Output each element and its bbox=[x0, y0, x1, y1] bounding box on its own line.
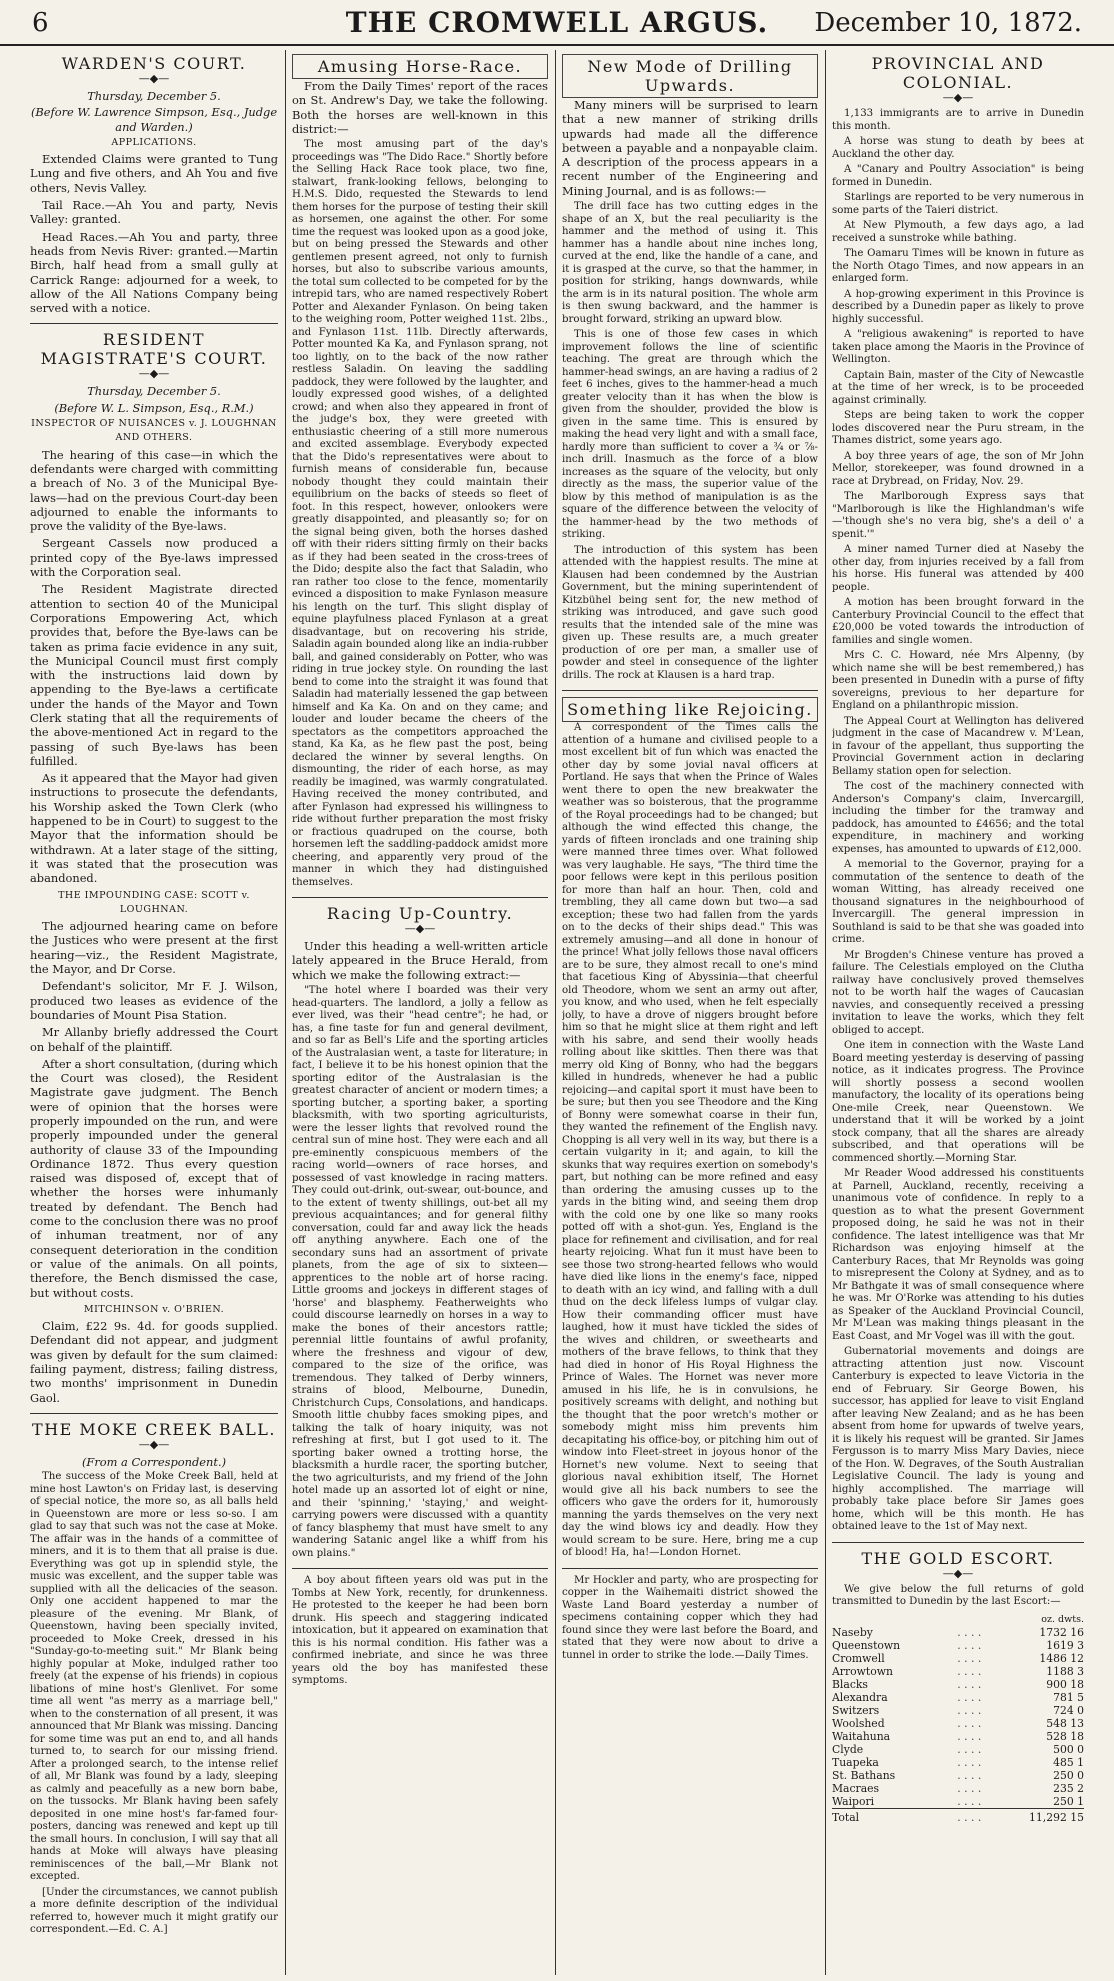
leader-dots: . . . . bbox=[957, 1664, 982, 1678]
list-item: The Oamaru Times will be known in future as the North Otago Times, and now appears in an enlarged form. bbox=[832, 248, 1084, 284]
escort-place: Woolshed bbox=[832, 1716, 885, 1730]
section-label: APPLICATIONS. bbox=[111, 136, 197, 148]
article-separator bbox=[832, 1542, 1084, 1543]
escort-value: 900 18 bbox=[1046, 1677, 1084, 1691]
article-before: (Before W. L. Simpson, Esq., R.M.) bbox=[54, 400, 254, 415]
ornament-divider: —◆— bbox=[138, 367, 170, 381]
ornament-divider: —◆— bbox=[138, 1437, 170, 1451]
paragraph: Head Races.—Ah You and party, three heads from Nevis River: granted.—Martin Birch, half head from a small gully at Carrick Range: adjourned for a week, to allow of the All Nations Company being served with a notice. bbox=[30, 229, 278, 316]
article-heading: Something like Rejoicing. bbox=[562, 697, 818, 722]
ornament-divider: —◆— bbox=[942, 1566, 974, 1580]
article-separator bbox=[292, 897, 548, 898]
ornament-divider: —◆— bbox=[138, 72, 170, 85]
escort-value: 1732 16 bbox=[1039, 1625, 1084, 1639]
paragraph: The success of the Moke Creek Ball, held at mine host Lawton's on Friday last, is deserving of special notice, the more so, as all balls held in Queenstown are more or less so-so. I am glad to say that such was not the case at Moke. The affair was in the hands of a committee of miners, and it is to them that all praise is due. Everything was got up in splendid style, the music was excellent, and the supper table was supplied with all the delicacies of the season. Only one accident happened to mar the pleasure of the evening. Mr Blank, of Queenstown, having been specially invited, proceeded to Moke Creek, dressed in his "Sunday-go-to-meeting suit." Mr Blank being highly popular at Moke, indulged rather too freely (at the expense of his friends) in copious libations of mine host's Glenlivet. For some time all went "as merry as a marriage bell," when to the consternation of all present, it was announced that Mr Blank was missing. Dancing for some time was put an end to, and all hands turned to, to search for our missing friend. After a prolonged search, to the intense relief of all, Mr Blank was found by a lady, sleeping as calmly and peacefully as a new born babe, on the tussocks. Mr Blank having been safely deposited in one mine host's far-famed four-posters, dancing was renewed and kept up till the small hours. In conclusion, I will say that all hands at Moke will always have pleasing reminiscences of the ball,—Mr Blank not excepted. bbox=[30, 1471, 278, 1883]
column-1 bbox=[30, 50, 278, 1975]
article-heading: THE GOLD ESCORT. bbox=[861, 1548, 1055, 1568]
escort-place: Queenstown bbox=[832, 1638, 901, 1652]
paragraph: The most amusing part of the day's proceedings was "The Dido Race." Shortly before the Selling Hack Race took place, two fine, stalwart, frank-looking fellows, belonging to H.M.S. Dido, requested the Stewards to lend them horses for the purpose of testing their skill as horsemen, one against the other. For some time the request was looked upon as a good joke, but on being pressed the Stewards and other gentlemen present agreed, not only to furnish horses, but also to subscribe various amounts, the total sum collected to be competed for by the intrepid tars, who are named respectively Robert Potter and Alexander Fynlason. On being taken to the weighing room, Potter weighed 11st. 2lbs., and Fynlason 11st. 11lb. Directly afterwards, Potter mounted Ka Ka, and Fynlason sprang, not too lightly, on to the back of the now rather restless Saladin. On leaving the saddling paddock, they were followed by the laughter, and loudly expressed good wishes, of a delighted crowd; and when also they appeared in front of the judge's box, they were greeted with enthusiastic cheering of a still more numerous and excited assemblage. Everybody expected that the Dido's representatives were about to furnish means of considerable fun, because nobody thought they could maintain their equilibrium on the backs of steeds so fleet of foot. In this respect, however, onlookers were greatly disappointed, and pleasantly so; for on the signal being given, both the horses dashed off with their riders sitting firmly on their backs as if they had been seated in the cross-trees of the Dido; despite also the fact that Saladin, who ran rather too close to the fence, momentarily evinced a disposition to make Fynlason measure his length on the turf. This slight display of equine playfulness placed Fynlason at a great disadvantage, but on recovering his stride, Saladin again bounded along like an india-rubber ball, and gained considerably on Potter, who was riding in true jockey style. On rounding the last bend to come into the straight it was found that Saladin had materially lessened the gap between himself and Ka Ka. On and on they came; and louder and louder became the cheers of the spectators as the competitors approached the stand, Ka Ka, as he flew past the post, being declared the winner by several lengths. On dismounting, the rider of each horse, as may readily be imagined, was warmly congratulated. Having received the money contributed, and after Fynlason had expressed his willingness to ride without further preparation the most frisky or fractious quadruped on the course, both horsemen left the saddling-paddock amidst more cheering, and apparently very proud of the manner in which they had distinguished themselves. bbox=[292, 139, 548, 888]
list-item: Captain Bain, master of the City of Newcastle at the time of her wreck, is to be proceeded against criminally. bbox=[832, 369, 1084, 406]
moke-creek-article bbox=[30, 1420, 278, 1937]
article-heading: WARDEN'S COURT. bbox=[61, 54, 247, 73]
article-heading: New Mode of Drilling Upwards. bbox=[562, 54, 818, 98]
table-row bbox=[832, 1704, 1084, 1717]
leader-dots: . . . . bbox=[957, 1794, 982, 1808]
article-before: (Before W. Lawrence Simpson, Esq., Judge and Warden.) bbox=[30, 105, 278, 134]
list-item: A motion has been brought forward in the Canterbury Provincial Council to the effect that £20,000 be voted towards the introduction of families and single women. bbox=[832, 597, 1084, 646]
column-rule bbox=[825, 50, 826, 1975]
table-row bbox=[832, 1756, 1084, 1769]
article-heading: Amusing Horse-Race. bbox=[292, 54, 548, 79]
paragraph: Mr Hockler and party, who are prospecting for copper in the Waihemaiti district showed the Waste Land Board yesterday a number of specimens containing copper which they had found since they were last before the Board, and stated that they were now about to drive a tunnel in order to strike the lode.—Daily Times. bbox=[562, 1574, 818, 1661]
paragraph: Tail Race.—Ah You and party, Nevis Valley: granted. bbox=[30, 198, 278, 227]
list-item: A miner named Turner died at Naseby the other day, from injuries received by a fall from his horse. His funeral was attended by 400 people. bbox=[832, 544, 1084, 593]
boy-note bbox=[292, 1575, 548, 1688]
escort-value: 235 2 bbox=[1053, 1781, 1084, 1795]
escort-value: 250 0 bbox=[1053, 1768, 1084, 1782]
paragraph: "The hotel where I boarded was their very head-quarters. The landlord, a jolly a fellow as ever lived, was their "head centre"; he had, or has, a fine taste for fun and general devilment, and so far as Bell's Life and the sporting articles of the Australasian went, a taste for literature; in fact, I believe it to be his honest opinion that the sporting editor of the Australasian is the greatest character of ancient or modern times; a sporting butcher, a sporting baker, a sporting blacksmith, with two sporting agriculturists, were the lesser lights that revolved round the central sun of mine host. They were each and all pre-eminently conspicuous members of the racing world—owners of race horses, and possessed of vast knowledge in racing matters. They could out-drink, out-swear, out-bounce, and to the extent of twenty shillings, out-bet all my previous acquaintances; and for general filthy conversation, could far and away lick the heads off anything anywhere. Each one of the secondary suns had an assortment of private planets, from the age of six to sixteen—apprentices to the noble art of horse racing. Little grooms and jockeys in different stages of 'horse' and blasphemy. Featherweights who could discourse learnedly on horses in a way to make the bones of their ancestors rattle; perennial little fountains of awful profanity, where the freshness and vigour of dew, compared to the size of the orifice, was tremendous. They talked of Derby winners, strains of blood, Melbourne, Dunedin, Christchurch Cups, Consolations, and handicaps. Smooth little chubby faces smoking pipes, and talking the talk of hoary iniquity, was not refreshing at first, but I got used to it. The sporting baker owned a trotting horse, the blacksmith a hurdle racer, the sporting butcher, the two agriculturists, and my friend of the John hotel made up an assorted lot of eight or nine, and their 'spinning,' 'staying,' and weight-carrying powers were discussed with a quantity of fancy blasphemy that must have smelt to any wandering Satanic angel like a whiff from his own plains." bbox=[292, 985, 548, 1559]
horse-race-article bbox=[292, 54, 548, 889]
article-byline: (From a Correspondent.) bbox=[81, 1454, 227, 1469]
list-item: The cost of the machinery connected with Anderson's Company's claim, Invercargill, including the timber for the tramway and paddock, has amounted to £4656; and the total expenditure, in machinery and working expenses, has amounted to upwards of £12,000. bbox=[832, 781, 1084, 855]
escort-place: Waipori bbox=[832, 1794, 875, 1808]
escort-value: 548 13 bbox=[1046, 1716, 1084, 1730]
paragraph: The hearing of this case—in which the defendants were charged with committing a breach of No. 3 of the Municipal Bye-laws—had on the previous Court-day been adjourned to enable the informants to prove the validity of the Bye-laws. bbox=[30, 447, 278, 534]
page-number: 6 bbox=[32, 8, 49, 38]
paragraph: The introduction of this system has been attended with the happiest results. The mine at Klausen had been condemned by the Austrian Government, but the mining superintendent of Kitzbühel being sent for, the new method of striking was introduced, and gave such good results that the intended sale of the mine was given up. These results are, a much greater production of ore per man, a smaller use of powder and steel in consequence of the lighter drills. The rock at Klausen is a hard trap. bbox=[562, 544, 818, 681]
list-item: One item in connection with the Waste Land Board meeting yesterday is deserving of passing notice, as it indicates progress. The Province will shortly possess a second woollen manufactory, the locality of its operations being One-mile Creek, near Queenstown. We understand that it will be worked by a joint stock company, that all the shares are already subscribed, and that operations will be commenced shortly.—Morning Star. bbox=[832, 1040, 1084, 1164]
masthead bbox=[0, 0, 1114, 46]
case-title: INSPECTOR OF NUISANCES v. J. LOUGHNAN AND OTHERS. bbox=[31, 418, 277, 444]
paragraph: Many miners will be surprised to learn that a new manner of striking drills upwards had made all the difference between a payable and a nonpayable claim. A description of the process appears in a recent number of the Engineering and Mining Journal, and is as follows:— bbox=[562, 98, 818, 198]
paragraph: Claim, £22 9s. 4d. for goods supplied. Defendant did not appear, and judgment was given by default for the sum claimed: failing payment, distress; failing distress, two months' imprisonment in Dunedin Gaol. bbox=[30, 1319, 278, 1405]
list-item: A boy three years of age, the son of Mr John Mellor, storekeeper, was found drowned in a race at Drybread, on Friday, Nov. 29. bbox=[832, 450, 1084, 487]
leader-dots: . . . . bbox=[957, 1729, 982, 1743]
gold-escort-table bbox=[832, 1613, 1084, 1824]
escort-place: Switzers bbox=[832, 1703, 880, 1717]
leader-dots: . . . . bbox=[957, 1651, 982, 1665]
newspaper-title: THE CROMWELL ARGUS. bbox=[345, 6, 769, 39]
escort-value: 250 1 bbox=[1053, 1794, 1084, 1808]
escort-place: Blacks bbox=[832, 1677, 868, 1691]
leader-dots: . . . . bbox=[957, 1677, 982, 1691]
list-item: Starlings are reported to be very numerous in some parts of the Taieri district. bbox=[832, 192, 1084, 216]
ornament-divider: —◆— bbox=[942, 91, 974, 104]
wardens-court-article bbox=[30, 54, 278, 315]
provincial-article bbox=[832, 54, 1084, 1534]
leader-dots: . . . . bbox=[957, 1781, 982, 1795]
table-total-row bbox=[832, 1808, 1084, 1824]
article-heading: PROVINCIAL AND COLONIAL. bbox=[871, 54, 1045, 92]
article-separator bbox=[562, 690, 818, 691]
table-header-row bbox=[832, 1613, 1084, 1626]
ornament-divider: —◆— bbox=[404, 922, 436, 936]
paragraph: We give below the full returns of gold transmitted to Dunedin by the last Escort:— bbox=[832, 1583, 1084, 1607]
escort-value: 485 1 bbox=[1053, 1755, 1084, 1769]
editor-note: [Under the circumstances, we cannot publish a more definite description of the individual referred to, however much it might gratify our correspondent.—Ed. C. A.] bbox=[30, 1886, 278, 1936]
leader-dots: . . . . bbox=[957, 1625, 982, 1639]
leader-dots: . . . . bbox=[957, 1742, 982, 1756]
escort-place: Waitahuna bbox=[832, 1729, 891, 1743]
list-item: At New Plymouth, a few days ago, a lad received a sunstroke while bathing. bbox=[832, 220, 1084, 244]
table-row bbox=[832, 1730, 1084, 1743]
escort-place: Tuapeka bbox=[832, 1755, 879, 1769]
leader-dots: . . . . bbox=[957, 1716, 982, 1730]
table-row bbox=[832, 1691, 1084, 1704]
list-item: Mr Reader Wood addressed his constituents at Parnell, Auckland, recently, receiving a unanimous vote of confidence. In reply to a question as to what the present Government proposed doing, he said he was not in their confidence. The latest intelligence was that Mr Richardson was enjoying himself at the Canterbury Races, that Mr Reynolds was going to misrepresent the Colony at Sydney, and as to Mr Bathgate it was of small consequence where he was. Mr O'Rorke was attending to his duties as Speaker of the Auckland Provincial Council, Mr M'Lean was making things pleasant in the East Coast, and Mr Vogel was ill with the gout. bbox=[832, 1168, 1084, 1342]
copper-note bbox=[562, 1575, 818, 1663]
paragraph: A boy about fifteen years old was put in the Tombs at New York, recently, for drunkenness. He protested to the keeper he had been born drunk. His speech and staggering indicated intoxication, but it appeared on examination that this is his normal condition. His father was a confirmed inebriate, and since he was three years old the boy has manifested these symptoms. bbox=[292, 1575, 548, 1687]
paragraph: A correspondent of the Times calls the attention of a humane and civilised people to a most excellent bit of fun which was enacted the other day by some jovial naval officers at Portland. He says that when the Prince of Wales went there to open the new breakwater the weather was so boisterous, that the programme of the Royal proceedings had to be changed; but although the wind effected this change, the yards of fifteen ironclads and one training ship were manned three times over. What followed was very laughable. He says, "The third time the poor fellows were kept in this perilous position for more than half an hour. Then, cold and trembling, they all came down but two—a sad exception; these two had fallen from the yards on to the decks of their ships dead." This was extremely amusing—and all done in honour of the prince! What jolly fellows those naval officers are to be sure, they almost recall to one's mind that facetious King of Abyssinia—that cheerful old Theodore, whom we sent an army out after, you know, and who used, when he felt especially jolly, to have a drove of niggers brought before him so that he might slice at them right and left with his sabre, and send their woolly heads rolling about like skittles. Then there was that merry old King of Bonny, who had the beggars killed in hundreds, whenever he had a public rejoicing—and capital sport it must have been to be sure; but then you see Theodore and the King of Bonny were somewhat coarse in their fun, they wanted the refinement of the English navy. Chopping is all very well in its way, but there is a certain vulgarity in it; and again, to kill the skunks that way requires exertion on somebody's part, but nothing can be more refined and easy than ordering the amusing cusses up to the yards in the biting wind, and seeing them drop with the cold one by one like so many rooks potted off with a shot-gun. Yes, England is the place for refinement and civilisation, and for real hearty rejoicing. What fun it must have been to see those two strong-hearted fellows who would have died like lions in the enemy's face, nipped to death with an icy wind, and falling with a dull thud on the deck lifeless lumps of vulgar clay. How their commanding officer must have laughed, how it must have tickled the sides of the wives and children, or sweethearts and mothers of the brave fellows, to think that they had died in honor of His Royal Highness the Prince of Wales. The Hornet was never more amused in his life, he is in convulsions, he positively screams with delight, and nothing but the thought that the poor wretch's mother or somebody might miss him prevents him decapitating his office-boy, or pitching him out of window into Fleet-street in joyous honor of the Hornet's new volume. Next to seeing that glorious naval exhibition itself, The Hornet would give all his back numbers to see the officers who gave the orders for it, humorously manning the yards themselves on the very next day the wind blows icy and deadly. How they would scream to be sure. Here, bring me a cup of blood! Ha, ha!—London Hornet. bbox=[562, 722, 818, 1559]
paragraph: From the Daily Times' report of the races on St. Andrew's Day, we take the following. Both the horses are well-known in this district:— bbox=[292, 79, 548, 136]
article-heading: RESIDENT MAGISTRATE'S COURT. bbox=[40, 330, 268, 369]
column-4 bbox=[832, 50, 1084, 1975]
list-item: A hop-growing experiment in this Province is described by a Dunedin paper as likely to prove highly successful. bbox=[832, 288, 1084, 325]
article-separator bbox=[30, 323, 278, 324]
resident-magistrate-article bbox=[30, 330, 278, 1404]
leader-dots: . . . . bbox=[949, 1808, 990, 1824]
escort-value: 528 18 bbox=[1046, 1729, 1084, 1743]
table-row bbox=[832, 1639, 1084, 1652]
table-row bbox=[832, 1665, 1084, 1678]
paragraph: Extended Claims were granted to Tung Lung and five others, and Ah You and five others, Nevis Valley. bbox=[30, 152, 278, 195]
paragraph: After a short consultation, (during which the Court was closed), the Resident Magistrate gave judgment. The Bench were of opinion that the horses were properly impounded on the run, and were properly impounded under the general authority of clause 33 of the Impounding Ordinance 1872. Thus every question raised was disposed of, except that of whether the horses were inhumanly treated by defendant. The Bench had come to the conclusion there was no proof of inhuman treatment, nor of any consequent deterioration in the condition or value of the animals. On all points, therefore, the Bench dismissed the case, but without costs. bbox=[30, 1056, 278, 1300]
escort-place: St. Bathans bbox=[832, 1768, 896, 1782]
paragraph: The adjourned hearing came on before the Justices who were present at the first hearing—viz., the Resident Magistrate, the Mayor, and Dr Corse. bbox=[30, 919, 278, 977]
escort-place: Cromwell bbox=[832, 1651, 885, 1665]
list-item: Mrs C. C. Howard, née Mrs Alpenny, (by which name she will be best remembered,) has been presented in Dunedin with a purse of fifty sovereigns, previous to her departure for England on a philanthropic mission. bbox=[832, 650, 1084, 711]
leader-dots: . . . . bbox=[957, 1768, 982, 1782]
escort-value: 500 0 bbox=[1053, 1742, 1084, 1756]
article-date: Thursday, December 5. bbox=[87, 384, 221, 399]
escort-place: Arrowtown bbox=[832, 1664, 893, 1678]
column-rule bbox=[285, 50, 286, 1975]
list-item: Gubernatorial movements and doings are attracting attention just now. Viscount Canterbury is expected to leave Victoria in the end of February. Sir George Bowen, his successor, has applied for leave to visit England after leaving New Zealand; and as he has been absent from home for upwards of twelve years, it is likely his request will be granted. Sir James Fergusson is to marry Miss Mary Davies, niece of the Hon. W. Degraves, of the South Australian Legislative Council. The lady is young and highly accomplished. The marriage will probably take place before Sir James goes home, which will be this month. He has obtained leave to the 1st of May next. bbox=[832, 1346, 1084, 1532]
column-2 bbox=[292, 50, 548, 1975]
table-row bbox=[832, 1678, 1084, 1691]
paragraph: Sergeant Cassels now produced a printed copy of the Bye-laws impressed with the Corporation seal. bbox=[30, 536, 278, 580]
escort-place: Naseby bbox=[832, 1625, 873, 1639]
list-item: A memorial to the Governor, praying for a commutation of the sentence to death of the woman Witting, has already received one thousand signatures in the neighbourhood of Invercargill. The general impression in Southland is said to be that she was goaded into crime. bbox=[832, 859, 1084, 945]
escort-value: 1619 3 bbox=[1046, 1638, 1084, 1652]
list-item: A "Canary and Poultry Association" is being formed in Dunedin. bbox=[832, 164, 1084, 188]
article-date: Thursday, December 5. bbox=[87, 89, 221, 103]
list-item: Mr Brogden's Chinese venture has proved a failure. The Celestials employed on the Clutha railway have conclusively proved themselves not to be worth half the wages of Caucasian navvies, and consequently received a pressing invitation to leave the works, which they felt obliged to accept. bbox=[832, 949, 1084, 1036]
column-rule bbox=[555, 50, 556, 1975]
case-title: MITCHINSON v. O'BRIEN. bbox=[83, 1303, 225, 1315]
table-row bbox=[832, 1769, 1084, 1782]
list-item: The Appeal Court at Wellington has delivered judgment in the case of Macandrew v. M'Lean, in favour of the appellant, thus supporting the Provincial Government action in declaring Bellamy station open for selection. bbox=[832, 715, 1084, 777]
gold-escort-article bbox=[832, 1549, 1084, 1824]
table-row bbox=[832, 1717, 1084, 1730]
table-row bbox=[832, 1626, 1084, 1639]
article-separator bbox=[30, 1413, 278, 1414]
escort-value: 724 0 bbox=[1053, 1703, 1084, 1717]
escort-place: Clyde bbox=[832, 1742, 864, 1756]
leader-dots: . . . . bbox=[957, 1690, 982, 1704]
article-heading: Racing Up-Country. bbox=[326, 904, 514, 924]
table-row bbox=[832, 1743, 1084, 1756]
table-row bbox=[832, 1782, 1084, 1795]
paragraph: As it appeared that the Mayor had given instructions to prosecute the defendants, his Worship asked the Town Clerk (who happened to be in Court) to suggest to the Mayor that the information should be withdrawn. At a later stage of the sitting, it was stated that the prosecution was abandoned. bbox=[30, 771, 278, 886]
total-value: 11,292 15 bbox=[990, 1808, 1084, 1824]
issue-date: December 10, 1872. bbox=[814, 8, 1082, 38]
paragraph: The Resident Magistrate directed attention to section 40 of the Municipal Corporations Empowering Act, which provides that, before the Bye-laws can be taken as prima facie evidence in any suit, the Municipal Council must first comply with the instructions laid down by appending to the Bye-laws a certificate under the hands of the Mayor and Town Clerk stating that all the requirements of the above-mentioned Act in regard to the passing of such Bye-laws has been fulfilled. bbox=[30, 582, 278, 768]
table-row bbox=[832, 1795, 1084, 1809]
paragraph: The drill face has two cutting edges in the shape of an X, but the real peculiarity is the hammer and the method of using it. This hammer has a handle about nine inches long, curved at the end, like the handle of a cane, and it is grasped at the curve, so that the hammer, in position for striking, hangs downwards, while the arm is in its natural position. The whole arm is then swung backward, and the hammer is brought forward, striking an upward blow. bbox=[562, 201, 818, 325]
escort-value: 1486 12 bbox=[1039, 1651, 1084, 1665]
list-item: 1,133 immigrants are to arrive in Dunedin this month. bbox=[832, 108, 1084, 132]
article-separator bbox=[562, 1568, 818, 1569]
list-item: The Marlborough Express says that "Marlborough is like the Highlandman's wife—'though she's no vera big, she's a deil o' a spenit.'" bbox=[832, 491, 1084, 540]
list-item: A "religious awakening" is reported to have taken place among the Maoris in the Province of Wellington. bbox=[832, 329, 1084, 365]
table-row bbox=[832, 1652, 1084, 1665]
case-title: THE IMPOUNDING CASE: SCOTT v. LOUGHNAN. bbox=[58, 889, 250, 915]
racing-article bbox=[292, 904, 548, 1560]
leader-dots: . . . . bbox=[957, 1703, 982, 1717]
escort-value: 781 5 bbox=[1053, 1690, 1084, 1704]
leader-dots: . . . . bbox=[957, 1755, 982, 1769]
list-item: A horse was stung to death by bees at Auckland the other day. bbox=[832, 136, 1084, 160]
rejoicing-article bbox=[562, 697, 818, 1560]
escort-place: Macraes bbox=[832, 1781, 880, 1795]
paragraph: Defendant's solicitor, Mr F. J. Wilson, produced two leases as evidence of the boundaries of Mount Pisa Station. bbox=[30, 979, 278, 1022]
article-separator bbox=[292, 1568, 548, 1569]
escort-place: Alexandra bbox=[832, 1690, 888, 1704]
paragraph: Under this heading a well-written article lately appeared in the Bruce Herald, from which we make the following extract:— bbox=[292, 939, 548, 982]
paragraph: Mr Allanby briefly addressed the Court on behalf of the plaintiff. bbox=[30, 1025, 278, 1054]
drilling-article bbox=[562, 54, 818, 682]
article-heading: THE MOKE CREEK BALL. bbox=[32, 1419, 276, 1439]
unit-label: oz. dwts. bbox=[1041, 1613, 1084, 1625]
list-item: Steps are being taken to work the copper lodes discovered near the Puru stream, in the Thames district, some years ago. bbox=[832, 410, 1084, 446]
escort-value: 1188 3 bbox=[1046, 1664, 1084, 1678]
leader-dots: . . . . bbox=[957, 1638, 982, 1652]
total-label: Total bbox=[832, 1808, 949, 1824]
paragraph: This is one of those few cases in which improvement follows the line of scientific teaching. The great are through which the hammer-head swings, an are having a radius of 2 feet 6 inches, gives to the hammer-head a much greater velocity than it has when the blow is given from the shoulder, provided the blow is given in the same time. This is ensured by making the head very light and with a small face, hardly more than sufficient to cover a ¾ or ⅞-inch drill. Inasmuch as the force of a blow increases as the square of the velocity, but only directly as the mass, the superior value of the blow by this method of manipulation is as the square of the difference between the velocity of the hammer-head by the two methods of striking. bbox=[562, 329, 818, 541]
column-3 bbox=[562, 50, 818, 1975]
